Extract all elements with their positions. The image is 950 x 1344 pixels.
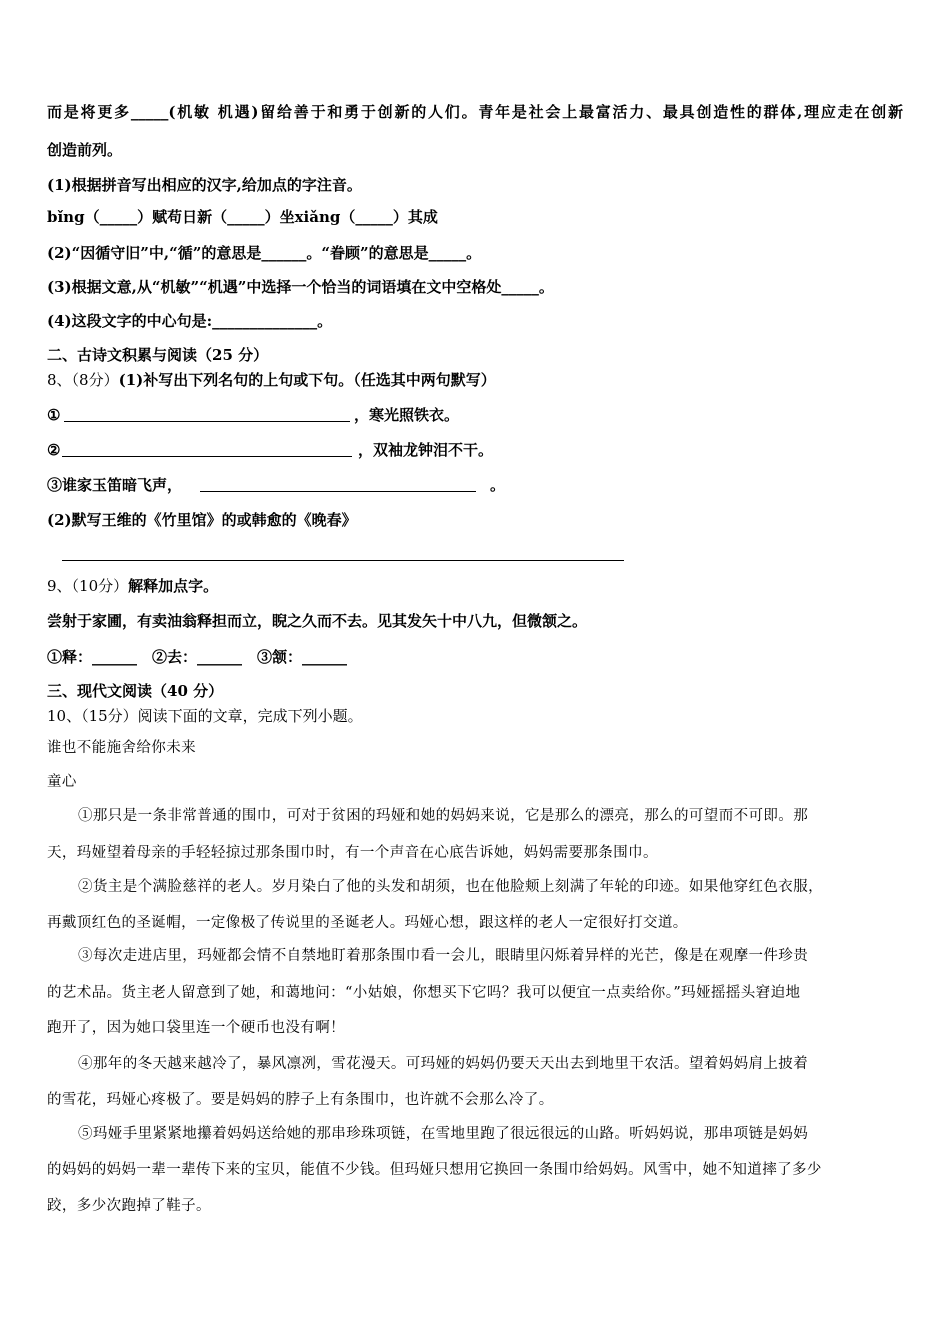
question-9-header [47,576,218,596]
question-10-header: 10、（15分）阅读下面的文章，完成下列小题。 [47,707,363,725]
poem-line-2-num: ② [47,441,61,459]
question-4: (4)这段文字的中心句是:______________。 [47,312,333,330]
question-1: (1)根据拼音写出相应的汉字,给加点的字注音。 [47,176,362,194]
paragraph-4-line-1: ④那年的冬天越来越冷了，暴风凛冽，雪花漫天。可玛娅的妈妈仍要天天出去到地里干农活。望着妈妈肩上披着 [78,1056,809,1072]
paragraph-1-line-2: 天，玛娅望着母亲的手轻轻掠过那条围巾时，有一个声音在心底告诉她，妈妈需要那条围巾。 [47,845,658,861]
question-9-text: 尝射于家圃，有卖油翁释担而立，睨之久而不去。见其发矢十中八九，但微颔之。 [47,612,588,630]
question-8-title: (1)补写出下列名句的上句或下句。（任选其中两句默写） [118,371,496,389]
paragraph-5-line-1: ⑤玛娅手里紧紧地攥着妈妈送给她的那串珍珠项链，在雪地里跑了很远很远的山路。听妈妈说，那串项链是妈妈 [78,1126,809,1142]
poem-answer-blank [62,560,624,561]
paragraph-2-line-2: 再戴顶红色的圣诞帽，一定像极了传说里的圣诞老人。玛娅心想，跟这样的老人一定很好打交道。 [47,915,688,931]
poem-line-3-blank [200,491,476,492]
question-8-header [47,370,496,390]
question-9-blanks: ①释：______ ②去：______ ③颔：______ [47,648,348,666]
question-1-blanks: bǐng（_____）赋苟日新（_____）坐xiǎng（_____）其成 [47,208,438,226]
paragraph-2-line-1: ②货主是个满脸慈祥的老人。岁月染白了他的头发和胡须，也在他脸颊上刻满了年轮的印迹。如果他穿红色衣服， [78,879,823,895]
question-3: (3)根据文意,从“机敏”“机遇”中选择一个恰当的词语填在文中空格处_____。 [47,278,554,296]
question-8-part-2: (2)默写王维的《竹里馆》的或韩愈的《晚春》 [47,511,357,529]
question-8-prefix: 8、（8分） [47,371,119,389]
poem-line-1-tail: ，寒光照铁衣。 [354,406,460,424]
question-9-title: 解释加点字。 [128,577,219,595]
paragraph-5-line-2: 的妈妈的妈妈一辈一辈传下来的宝贝，能值不少钱。但玛娅只想用它换回一条围巾给妈妈。风雪中，她不知道摔了多少 [47,1162,822,1178]
story-title: 谁也不能施舍给你未来 [47,740,196,756]
story-author: 童心 [47,774,77,790]
paragraph-4-line-2: 的雪花，玛娅心疼极了。要是妈妈的脖子上有条围巾，也许就不会那么冷了。 [47,1092,554,1108]
section-2-heading: 二、古诗文积累与阅读（25 分） [47,346,269,364]
question-9-prefix: 9、（10分） [47,577,129,595]
paragraph-3-line-1: ③每次走进店里，玛娅都会情不自禁地盯着那条围巾看一会儿，眼睛里闪烁着异样的光芒，像是在观摩一件珍贵 [78,948,809,964]
poem-line-2-tail: ，双袖龙钟泪不干。 [358,441,494,459]
poem-line-3-head: ③谁家玉笛暗飞声， [47,476,183,494]
paragraph-3-line-3: 跑开了，因为她口袋里连一个硬币也没有啊！ [47,1020,345,1036]
poem-line-1-blank [64,421,350,422]
passage-line-1: 而是将更多_____(机敏 机遇)留给善于和勇于创新的人们。青年是社会上最富活力、最具创造性的群体,理应走在创新 [47,103,903,121]
poem-line-3-tail: 。 [490,476,506,494]
poem-line-2-blank [62,456,352,457]
paragraph-1-line-1: ①那只是一条非常普通的围巾，可对于贫困的玛娅和她的妈妈来说，它是那么的漂亮，那么的可望而不可即。那 [78,808,809,824]
paragraph-5-line-3: 跤，多少次跑掉了鞋子。 [47,1198,211,1214]
poem-line-1-num: ① [47,406,61,424]
question-2: (2)“因循守旧”中,“循”的意思是______。“眷顾”的意思是_____。 [47,244,482,262]
section-3-heading: 三、现代文阅读（40 分） [47,682,224,700]
paragraph-3-line-2: 的艺术品。货主老人留意到了她，和蔼地问：“小姑娘，你想买下它吗？我可以便宜一点卖给你。”玛娅摇摇头窘迫地 [47,985,801,1001]
passage-line-2: 创造前列。 [47,141,123,159]
